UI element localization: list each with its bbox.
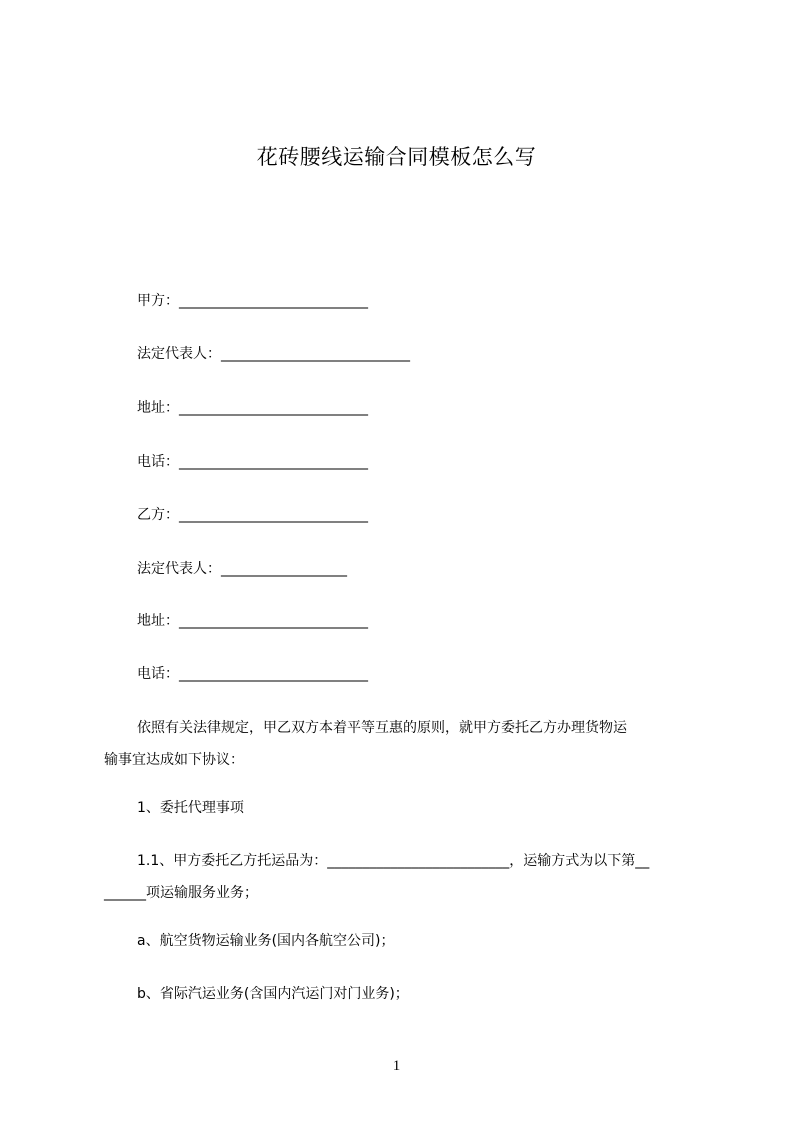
party-a-phone-field: 电话：___________________________ [137, 454, 368, 470]
clause-1-1-line-2: ______项运输服务业务； [104, 885, 258, 901]
intro-line-2: 输事宜达成如下协议： [104, 752, 244, 768]
party-b-legal-rep-field: 法定代表人：__________________ [137, 561, 347, 577]
party-b-phone-field: 电话：___________________________ [137, 666, 368, 682]
party-a-field: 甲方：___________________________ [137, 293, 368, 309]
clause-1-1-line-1: 1.1、甲方委托乙方托运品为：__________________________，运输方式为以下第__ [137, 853, 650, 869]
party-a-legal-rep-field: 法定代表人：___________________________ [137, 346, 410, 362]
clause-1-1 [104, 845, 704, 909]
item-b: b、省际汽运业务(含国内汽运门对门业务)； [137, 986, 409, 1002]
item-a: a、航空货物运输业务(国内各航空公司)； [137, 933, 395, 949]
intro-paragraph [104, 712, 704, 776]
page-number: 1 [392, 1058, 401, 1074]
intro-line-1: 依照有关法律规定，甲乙双方本着平等互惠的原则，就甲方委托乙方办理货物运 [137, 720, 627, 736]
party-a-address-field: 地址：___________________________ [137, 400, 368, 416]
party-b-address-field: 地址：___________________________ [137, 613, 368, 629]
document-title: 花砖腰线运输合同模板怎么写 [256, 145, 537, 169]
party-b-field: 乙方：___________________________ [137, 507, 368, 523]
section-1-heading: 1、委托代理事项 [137, 800, 244, 816]
